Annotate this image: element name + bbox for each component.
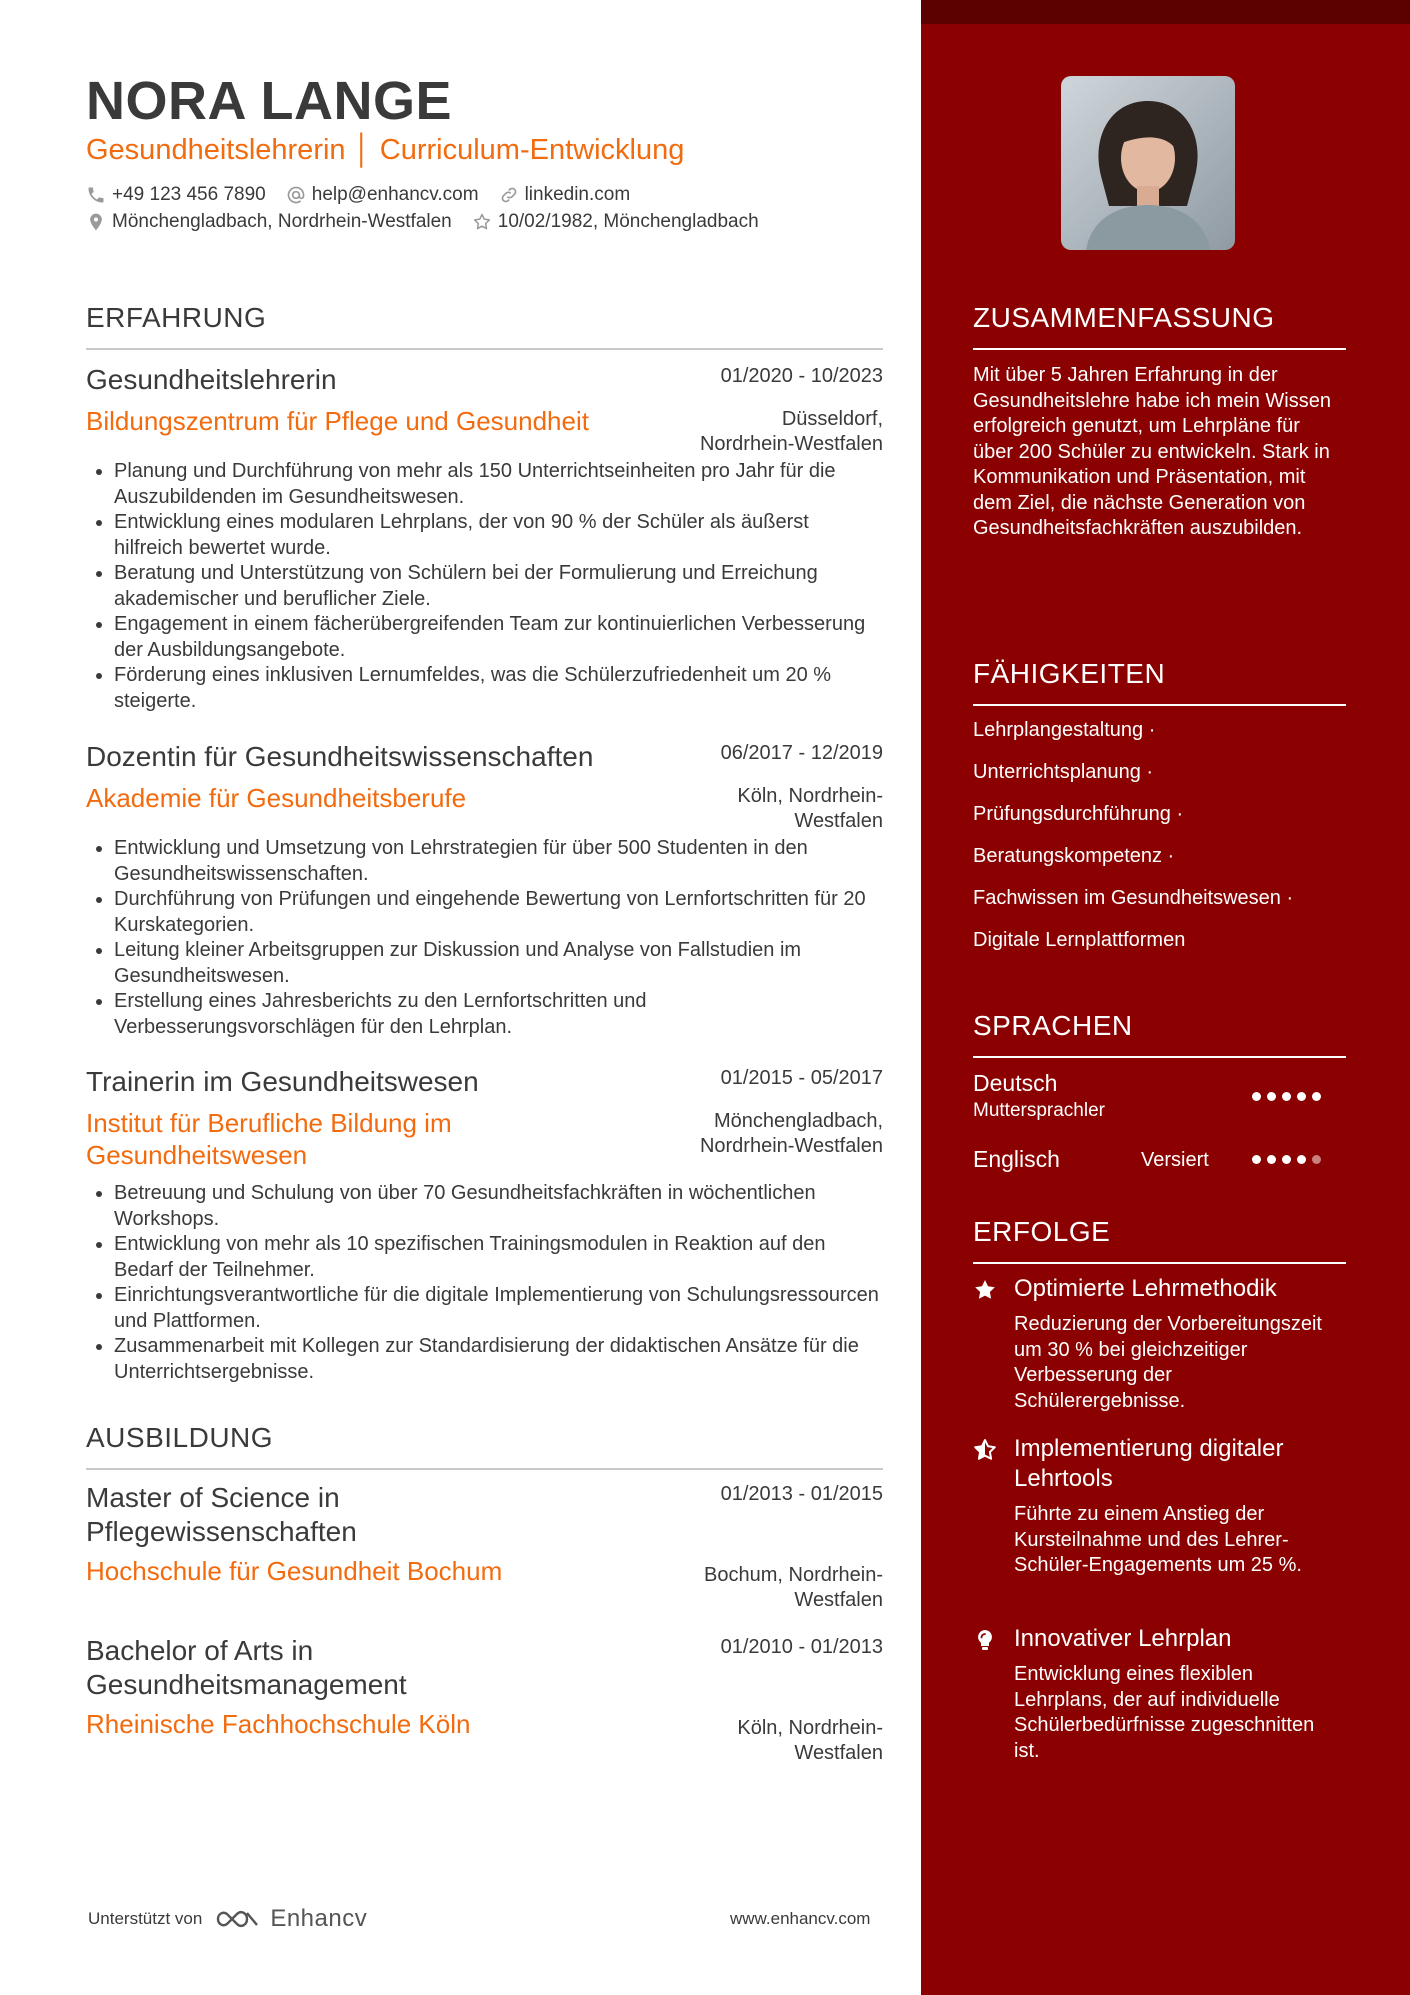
job-org: Akademie für Gesundheitsberufe: [86, 783, 467, 813]
job-location-line2: Nordrhein-Westfalen: [699, 1135, 883, 1157]
job-location: [737, 784, 883, 834]
lightbulb-icon: [973, 1628, 997, 1652]
phone-icon: [86, 185, 106, 205]
job-bullets: [86, 459, 883, 714]
job-location-line1: Düsseldorf,: [781, 408, 883, 430]
summary-text: Mit über 5 Jahren Erfahrung in der Gesundheitslehre habe ich mein Wissen erfolgreich genutzt, um Lehrpläne für über 200 Schüler zu entwickeln. Stark in Kommunikation und Präsentation, mit dem Ziel, die nächste Generation von Gesundheitsfachkräften auszubilden.: [973, 364, 1331, 539]
education-location-line1: Köln, Nordrhein-: [737, 1717, 883, 1739]
phone-text: +49 123 456 7890: [112, 184, 266, 205]
skill-item: Fachwissen im Gesundheitswesen ·: [973, 887, 1294, 909]
achievement-title: Innovativer Lehrplan: [1014, 1625, 1232, 1652]
job-dates: 01/2015 - 05/2017: [720, 1067, 883, 1089]
job-bullet: • Entwicklung von mehr als 10 spezifischen Trainingsmodulen in Reaktion auf den Bedarf der Teilnehmer.: [114, 1232, 883, 1283]
job-bullet: • Leitung kleiner Arbeitsgruppen zur Diskussion und Analyse von Fallstudien im Gesundheitswesen.: [114, 938, 883, 989]
achievement-desc: Reduzierung der Vorbereitungszeit um 30 % bei gleichzeitiger Verbesserung der Schülerergebnisse.: [1014, 1313, 1322, 1412]
contact-row-2: [86, 211, 779, 233]
rating-dot-filled: [1312, 1092, 1321, 1101]
job-entry: [86, 740, 883, 1040]
achievement-desc: Führte zu einem Anstieg der Kursteilnahme und des Lehrer-Schüler-Engagements um 25 %.: [1014, 1503, 1302, 1576]
job-entry: [86, 363, 883, 714]
education-degree-line2: Pflegewissenschaften: [86, 1516, 357, 1547]
location-text: Mönchengladbach, Nordrhein-Westfalen: [112, 211, 452, 232]
job-bullet: • Einrichtungsverantwortliche für die digitale Implementierung von Schulungsressourcen und Plattformen.: [114, 1283, 883, 1334]
education-dates: 01/2010 - 01/2013: [720, 1636, 883, 1658]
rating-dot-filled: [1267, 1155, 1276, 1164]
skills-divider: [973, 704, 1346, 706]
footer-brand: Enhancv: [270, 1905, 368, 1932]
achievement-title: Optimierte Lehrmethodik: [1014, 1275, 1277, 1302]
job-dates: 06/2017 - 12/2019: [720, 742, 883, 764]
job-location-line2: Nordrhein-Westfalen: [699, 433, 883, 455]
job-bullet: • Entwicklung und Umsetzung von Lehrstrategien für über 500 Studenten in den Gesundheitswissenschaften.: [114, 836, 883, 887]
experience-divider: [86, 348, 883, 350]
education-location-line2: Westfalen: [794, 1742, 883, 1764]
contact-location: [86, 211, 452, 233]
language-level: Versiert: [1141, 1149, 1209, 1171]
job-location-line1: Köln, Nordrhein-: [737, 785, 883, 807]
star-half-icon: [973, 1438, 997, 1462]
job-bullet: • Entwicklung eines modularen Lehrplans, der von 90 % der Schüler als äußerst hilfreich bewertet wurde.: [114, 510, 883, 561]
education-title: AUSBILDUNG: [86, 1422, 274, 1453]
achievement-title: Implementierung digitaler Lehrtools: [1014, 1435, 1284, 1492]
rating-dot-empty: [1312, 1155, 1321, 1164]
rating-dot-filled: [1297, 1155, 1306, 1164]
contact-email[interactable]: [286, 184, 479, 206]
job-location: [700, 407, 883, 457]
job-bullet: • Planung und Durchführung von mehr als 150 Unterrichtseinheiten pro Jahr für die Auszubildenden im Gesundheitswesen.: [114, 459, 883, 510]
contact-phone[interactable]: [86, 184, 266, 206]
skill-item: Lehrplangestaltung ·: [973, 719, 1156, 741]
language-name: Englisch: [973, 1146, 1060, 1172]
contact-linkedin[interactable]: [499, 184, 631, 206]
education-location: [704, 1563, 883, 1613]
rating-dot-filled: [1252, 1155, 1261, 1164]
skill-item: Beratungskompetenz ·: [973, 845, 1175, 867]
languages-title: SPRACHEN: [973, 1010, 1133, 1041]
rating-dot-filled: [1282, 1155, 1291, 1164]
birth-text: 10/02/1982, Mönchengladbach: [497, 211, 759, 232]
education-dates: 01/2013 - 01/2015: [720, 1483, 883, 1505]
job-org-line1: Institut für Berufliche Bildung im: [86, 1108, 452, 1138]
job-org-line2: Gesundheitswesen: [86, 1140, 308, 1170]
location-pin-icon: [86, 212, 106, 232]
education-school: Rheinische Fachhochschule Köln: [86, 1709, 471, 1739]
education-location: [737, 1716, 883, 1766]
skills-title: FÄHIGKEITEN: [973, 658, 1166, 689]
education-degree-line1: Bachelor of Arts in: [86, 1635, 314, 1666]
footer-powered-text: Unterstützt von: [88, 1909, 203, 1928]
job-location: [700, 1109, 883, 1159]
education-school: Hochschule für Gesundheit Bochum: [86, 1556, 503, 1586]
job-role: Trainerin im Gesundheitswesen: [86, 1066, 479, 1097]
linkedin-text: linkedin.com: [524, 184, 631, 205]
job-bullet: • Zusammenarbeit mit Kollegen zur Standardisierung der didaktischen Ansätze für die Unterrichtsergebnisse.: [114, 1334, 883, 1385]
candidate-tagline: Gesundheitslehrerin │ Curriculum-Entwicklung: [86, 134, 685, 166]
job-location-line2: Westfalen: [794, 810, 883, 832]
education-entry: [86, 1634, 883, 1764]
job-bullet: • Erstellung eines Jahresberichts zu den Lernfortschritten und Verbesserungsvorschlägen für den Lehrplan.: [114, 989, 883, 1040]
star-outline-icon: [472, 212, 492, 232]
job-bullet: • Beratung und Unterstützung von Schülern bei der Formulierung und Erreichung akademischer und beruflicher Ziele.: [114, 561, 883, 612]
job-bullet: • Durchführung von Prüfungen und eingehende Bewertung von Lernfortschritten für 20 Kurskategorien.: [114, 887, 883, 938]
rating-dot-filled: [1252, 1092, 1261, 1101]
skill-item: Prüfungsdurchführung ·: [973, 803, 1184, 825]
email-text: help@enhancv.com: [311, 184, 479, 205]
star-icon: [973, 1278, 997, 1302]
language-rating: [1252, 1155, 1327, 1164]
education-degree-line1: Master of Science in: [86, 1482, 340, 1513]
rating-dot-filled: [1297, 1092, 1306, 1101]
achievements-divider: [973, 1262, 1346, 1264]
contact-row-1: [86, 184, 650, 206]
candidate-name: NORA LANGE: [86, 71, 452, 131]
rating-dot-filled: [1267, 1092, 1276, 1101]
education-divider: [86, 1468, 883, 1470]
job-dates: 01/2020 - 10/2023: [720, 365, 883, 387]
at-icon: [286, 185, 306, 205]
job-entry: [86, 1065, 883, 1385]
education-degree-line2: Gesundheitsmanagement: [86, 1669, 407, 1700]
job-bullets: [86, 836, 883, 1040]
rating-dot-filled: [1282, 1092, 1291, 1101]
sidebar-column: [921, 0, 1410, 1995]
enhancv-logo-icon: [214, 1907, 262, 1931]
achievements-title: ERFOLGE: [973, 1216, 1111, 1247]
summary-title: ZUSAMMENFASSUNG: [973, 302, 1275, 333]
contact-birth: [472, 211, 759, 233]
language-rating: [1252, 1092, 1327, 1101]
sidebar-top-bar: [921, 0, 1410, 24]
education-location-line1: Bochum, Nordrhein-: [704, 1564, 883, 1586]
achievement-desc: Entwicklung eines flexiblen Lehrplans, der auf individuelle Schülerbedürfnisse zugeschnitten ist.: [1014, 1663, 1315, 1762]
summary-divider: [973, 348, 1346, 350]
job-bullet: • Förderung eines inklusiven Lernumfeldes, was die Schülerzufriedenheit um 20 % steigerte.: [114, 663, 883, 714]
job-role: Dozentin für Gesundheitswissenschaften: [86, 741, 594, 772]
footer-powered-by: [88, 1905, 367, 1933]
job-location-line1: Mönchengladbach,: [713, 1110, 883, 1132]
skill-item: Digitale Lernplattformen: [973, 929, 1186, 951]
job-bullet: • Engagement in einem fächerübergreifenden Team zur kontinuierlichen Verbesserung der Ausbildungsangebote.: [114, 612, 883, 663]
languages-divider: [973, 1056, 1346, 1058]
link-icon: [499, 185, 519, 205]
experience-title: ERFAHRUNG: [86, 302, 267, 333]
footer-url[interactable]: www.enhancv.com: [730, 1909, 871, 1928]
profile-photo: [1061, 76, 1235, 250]
job-org: Bildungszentrum für Pflege und Gesundheit: [86, 406, 589, 436]
job-bullet: • Betreuung und Schulung von über 70 Gesundheitsfachkräften in wöchentlichen Workshops.: [114, 1181, 883, 1232]
language-level: Muttersprachler: [973, 1100, 1105, 1121]
job-role: Gesundheitslehrerin: [86, 364, 337, 395]
skill-item: Unterrichtsplanung ·: [973, 761, 1154, 783]
education-location-line2: Westfalen: [794, 1589, 883, 1611]
education-entry: [86, 1481, 883, 1611]
language-name: Deutsch: [973, 1070, 1058, 1096]
job-bullets: [86, 1181, 883, 1385]
